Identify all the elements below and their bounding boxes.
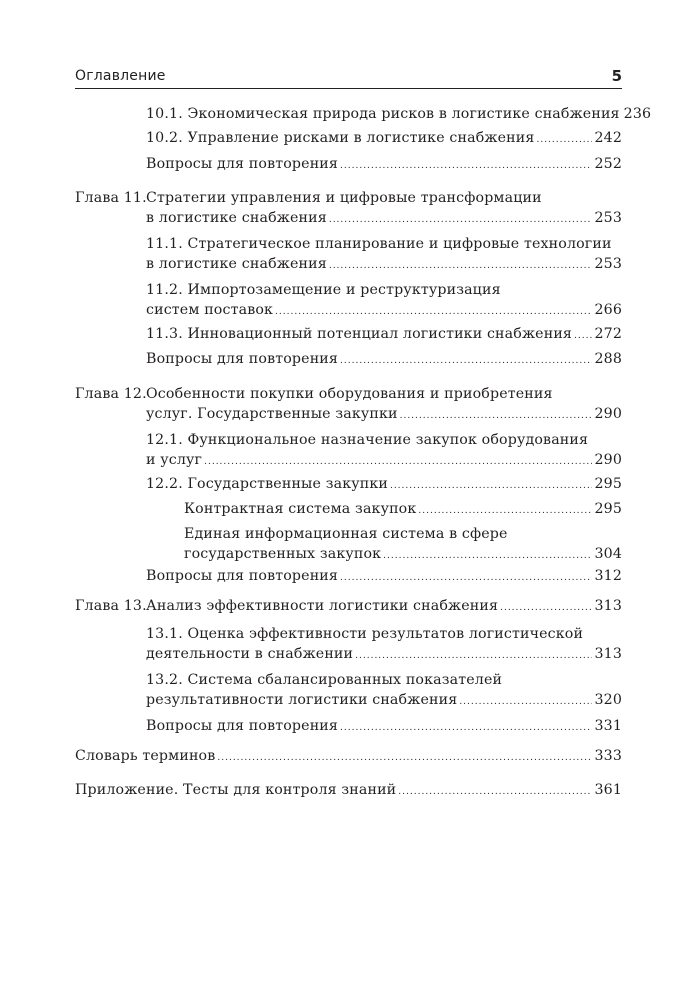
- dot-leader: [204, 452, 592, 472]
- toc-entry-title-line1: 12.1. Функциональное назначение закупок оборудования: [146, 432, 589, 448]
- dot-leader: [340, 156, 592, 176]
- toc-entry-title-line1: 13.2. Система сбалансированных показателей: [146, 672, 503, 688]
- toc-entry-page: 236: [623, 106, 652, 122]
- toc-entry-page: 295: [594, 501, 622, 517]
- dot-leader: [217, 748, 592, 768]
- chapter-number: Глава 12.: [75, 386, 147, 402]
- toc-entry-title-line1: 13.1. Оценка эффективности результатов логистической: [146, 626, 584, 642]
- toc-entry-page: 252: [594, 156, 622, 172]
- toc-entry-title: результативности логистики снабжения: [146, 692, 458, 708]
- toc-entry-title: Словарь терминов: [75, 748, 216, 764]
- toc-entry-title-line1: 11.1. Стратегическое планирование и цифровые технологии: [146, 236, 612, 252]
- dot-leader: [536, 130, 592, 150]
- toc-entry-title: и услуг: [146, 452, 203, 468]
- dot-leader: [340, 351, 592, 371]
- toc-entry-page: 313: [594, 598, 622, 614]
- toc-entry-page: 361: [594, 782, 622, 798]
- running-header: [75, 62, 622, 89]
- toc-entry-title-line1: Особенности покупки оборудования и приобретения: [146, 386, 553, 402]
- toc-entry-page: 295: [594, 476, 622, 492]
- toc-entry-title-line1: Единая информационная система в сфере: [184, 526, 508, 542]
- toc-entry-page: 290: [594, 452, 622, 468]
- toc-entry-title: в логистике снабжения: [146, 210, 327, 226]
- dot-leader: [355, 646, 592, 666]
- toc-entry-title: 10.2. Управление рисками в логистике снабжения: [146, 130, 535, 146]
- header-page-number: 5: [611, 67, 622, 85]
- toc-entry-page: 253: [594, 256, 622, 272]
- dot-leader: [275, 302, 592, 322]
- dot-leader: [340, 718, 592, 738]
- chapter-number: Глава 11.: [75, 190, 147, 206]
- toc-entry-page: 313: [594, 646, 622, 662]
- toc-entry-title: Вопросы для повторения: [146, 156, 339, 172]
- toc-entry-title: Контрактная система закупок: [184, 501, 417, 517]
- toc-entry-page: 253: [594, 210, 622, 226]
- dot-leader: [329, 210, 593, 230]
- toc-entry-title: 11.3. Инновационный потенциал логистики снабжения: [146, 326, 573, 342]
- toc-entry-title: Вопросы для повторения: [146, 568, 339, 584]
- toc-entry-page: 320: [594, 692, 622, 708]
- toc-entry-page: 266: [594, 302, 622, 318]
- toc-entry-title: 12.2. Государственные закупки: [146, 476, 388, 492]
- toc-entry-title: Вопросы для повторения: [146, 351, 339, 367]
- dot-leader: [400, 406, 593, 426]
- toc-entry-page: 312: [594, 568, 622, 584]
- toc-entry-page: 242: [594, 130, 622, 146]
- header-title: Оглавление: [75, 68, 166, 84]
- toc-entry-title: систем поставок: [146, 302, 274, 318]
- toc-entry-title-line1: 11.2. Импортозамещение и реструктуризация: [146, 282, 501, 298]
- dot-leader: [390, 476, 593, 496]
- dot-leader: [340, 568, 592, 588]
- toc-entry-title: в логистике снабжения: [146, 256, 327, 272]
- dot-leader: [383, 546, 592, 566]
- toc-entry-title: государственных закупок: [184, 546, 382, 562]
- dot-leader: [459, 692, 592, 712]
- toc-entry-page: 333: [594, 748, 622, 764]
- toc-entry-title: услуг. Государственные закупки: [146, 406, 398, 422]
- toc-entry-title: Вопросы для повторения: [146, 718, 339, 734]
- dot-leader: [500, 598, 592, 618]
- dot-leader: [329, 256, 593, 276]
- toc-entry-page: 288: [594, 351, 622, 367]
- toc-entry-title: 10.1. Экономическая природа рисков в логистике снабжения: [146, 106, 620, 122]
- toc-entry-page: 272: [594, 326, 622, 342]
- dot-leader: [418, 501, 592, 521]
- dot-leader: [398, 782, 592, 802]
- toc-entry-title: Приложение. Тесты для контроля знаний: [75, 782, 397, 798]
- chapter-number: Глава 13.: [75, 598, 147, 614]
- dot-leader: [574, 326, 592, 346]
- toc-entry-page: 290: [594, 406, 622, 422]
- toc-entry-title: Анализ эффективности логистики снабжения: [146, 598, 499, 614]
- toc-entry-page: 331: [594, 718, 622, 734]
- toc-entry-title: деятельности в снабжении: [146, 646, 354, 662]
- toc-entry-title-line1: Стратегии управления и цифровые трансформации: [146, 190, 542, 206]
- toc-entry-page: 304: [594, 546, 622, 562]
